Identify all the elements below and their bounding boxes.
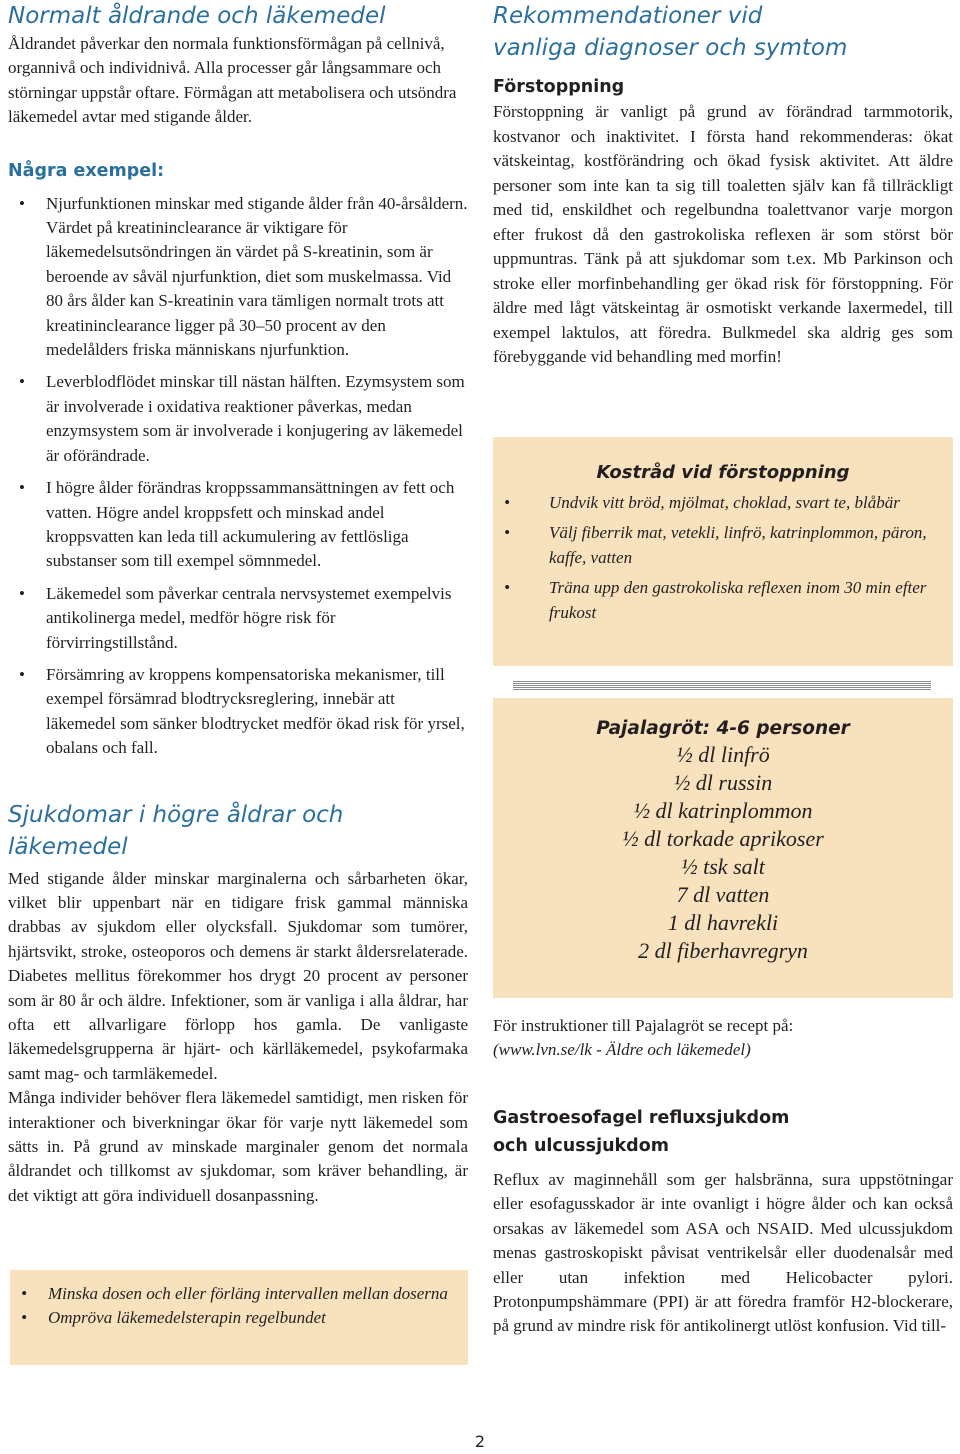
list-item: • Njurfunktionen minskar med stigande ålder från 40-årsåldern. Värdet på kreatininclearance är viktigare för läkemedelsutsöndringen än värdet på S-kreatinin, som är beroende av såväl njurfunktion, diet som muskelmassa. Vid 80 års ålder kan S-kreatinin vara tämligen normalt trots att kreatininclearance ligger på 30–50 procent av den medelålders friska människans njurfunktion. — [8, 192, 468, 363]
left-column — [8, 0, 468, 1208]
recipe-ingredient: ½ dl katrinplommon — [633, 798, 813, 823]
examples-heading: Några exempel: — [8, 160, 165, 181]
right-column — [493, 0, 953, 370]
recipe-ingredient: 7 dl vatten — [676, 882, 770, 907]
forstoppning-heading: Förstoppning — [493, 77, 625, 97]
list-item: • Träna upp den gastrokoliska reflexen inom 30 min efter frukost — [493, 576, 933, 625]
recipe-ingredient: ½ dl torkade aprikoser — [622, 826, 824, 851]
sjukdomar-paragraph-1: Med stigande ålder minskar marginalerna och sårbarheten ökar, vilket blir uppenbart när en tidigare frisk gammal människa drabbas av sjukdom eller olycksfall. Sjukdomar som tumörer, hjärtsvikt, stroke, osteoporos och demens är starkt åldersrelaterade. Diabetes mellitus förekommer hos drygt 20 procent av personer som är 80 år och äldre. Infektioner, som är vanliga i alla åldrar, har ofta ett allvarligare förlopp hos gamla. De vanligaste läkemedelsgrupperna är hjärt- och kärlläkemedel, psykofarmaka samt mag- och tarmläkemedel. — [8, 868, 468, 1083]
dosage-advice-list — [10, 1270, 468, 1331]
instructions-link[interactable]: (www.lvn.se/lk - Äldre och läkemedel) — [493, 1040, 751, 1060]
recipe-ingredient: ½ dl russin — [673, 770, 773, 795]
recipe-ingredient: 2 dl fiberhavregryn — [638, 938, 808, 963]
list-item: • Minska dosen och eller förläng intervallen mellan doserna — [10, 1282, 454, 1306]
list-item: • Ompröva läkemedelsterapin regelbundet — [10, 1306, 454, 1330]
recipe-box — [493, 698, 953, 998]
section-title-rekommendationer-line1: Rekommendationer vid — [493, 3, 763, 29]
sjukdomar-paragraph-2: Många individer behöver flera läkemedel samtidigt, men risken för interaktioner och biverkningar ökar för varje nytt läkemedel som sätts in. På grund av minskade marginaler genom det normala åldrandet och tillkomst av sjukdomar, som kräver behandling, är det viktigt att göra individuell dosanpassning. — [8, 1088, 468, 1205]
recipe-ingredient: ½ tsk salt — [681, 854, 765, 879]
gastro-heading-line2: och ulcussjukdom — [493, 1136, 669, 1156]
gastro-paragraph: Reflux av maginnehåll som ger halsbränna, sura uppstötningar eller esofagusskador är inte ovanligt i högre ålder och kan också orsakas av läkemedel som ASA och NSAID. Med ulcussjukdom menas gastroskopiskt påvisat ventrikelsår eller duodenalsår med eller utan infektion med Helicobacter pylori. Protonpumpshämmare (PPI) är att föredra framför H2-blockerare, på grund av mindre risk för antikolinergt utlöst konfusion. Vid till- — [493, 1170, 953, 1336]
recipe-ingredient: 1 dl havrekli — [667, 910, 779, 935]
kostrad-title: Kostråd vid förstoppning — [596, 462, 850, 483]
kostrad-box — [493, 437, 953, 666]
dosage-advice-box — [10, 1270, 468, 1365]
section-divider — [513, 681, 931, 690]
list-item: • I högre ålder förändras kroppssammansättningen av fett och vatten. Högre andel kroppsfett och minskad andel kroppsvatten kan leda till ackumulering av fettlösliga substanser som till exempel sömnmedel. — [8, 476, 468, 574]
gastro-section — [493, 1104, 953, 1339]
recipe-title: Pajalagröt: 4-6 personer — [596, 718, 850, 739]
list-item: • Undvik vitt bröd, mjölmat, choklad, svart te, blåbär — [493, 491, 933, 515]
recipe-ingredient: ½ dl linfrö — [676, 742, 770, 767]
page-number: 2 — [474, 1432, 486, 1451]
intro-paragraph: Åldrandet påverkar den normala funktionsförmågan på cellnivå, organnivå och individnivå. Alla processer går långsammare och störningar uppstår oftare. Förmågan att metabolisera och utsöndra läkemedel avtar med stigande ålder. — [8, 34, 457, 127]
section-title-normalt-aldrande: Normalt åldrande och läkemedel — [8, 3, 386, 29]
list-item: • Välj fiberrik mat, vetekli, linfrö, katrinplommon, päron, kaffe, vatten — [493, 521, 933, 570]
examples-list — [8, 192, 468, 761]
list-item: • Leverblodflödet minskar till nästan hälften. Ezymsystem som är involverade i oxidativa reaktioner påverkas, medan enzymsystem som är involverade i konjugering av läkemedel är oförändrade. — [8, 370, 468, 468]
forstoppning-paragraph: Förstoppning är vanligt på grund av förändrad tarmmotorik, kostvanor och inaktivitet. I första hand rekommenderas: ökat vätskeintag, kostförändring och ökad fysisk aktivitet. Att äldre personer som inte kan ta sig till toaletten själv kan få tillräckligt med tid, enskildhet och regelbundna toalettvanor varje morgon efter frukost då den gastrokoliska reflexen är som störst bör uppmuntras. Tänk på att sjukdomar som t.ex. Mb Parkinson och stroke eller morfinbehandling ger ökad risk för förstoppning. För äldre med lågt vätskeintag är osmotiskt verkande laxermedel, till exempel laktulos, att föredra. Bulkmedel ska aldrig ges som förebyggande vid behandling med morfin! — [493, 102, 953, 366]
list-item: • Läkemedel som påverkar centrala nervsystemet exempelvis antikolinerga medel, medför högre risk för förvirringstillstånd. — [8, 582, 468, 655]
section-title-sjukdomar: Sjukdomar i högre åldrar och läkemedel — [8, 801, 344, 860]
list-item: • Försämring av kroppens kompensatoriska mekanismer, till exempel försämrad blodtrycksreglering, innebär att läkemedel som sänker blodtrycket medför ökad risk för yrsel, obalans och fall. — [8, 663, 468, 761]
gastro-heading-line1: Gastroesofagel refluxsjukdom — [493, 1108, 790, 1128]
kostrad-list — [493, 491, 953, 625]
section-title-rekommendationer-line2: vanliga diagnoser och symtom — [493, 35, 848, 61]
recipe-instructions — [493, 1014, 953, 1063]
instructions-line: För instruktioner till Pajalagröt se recept på: — [493, 1016, 794, 1035]
